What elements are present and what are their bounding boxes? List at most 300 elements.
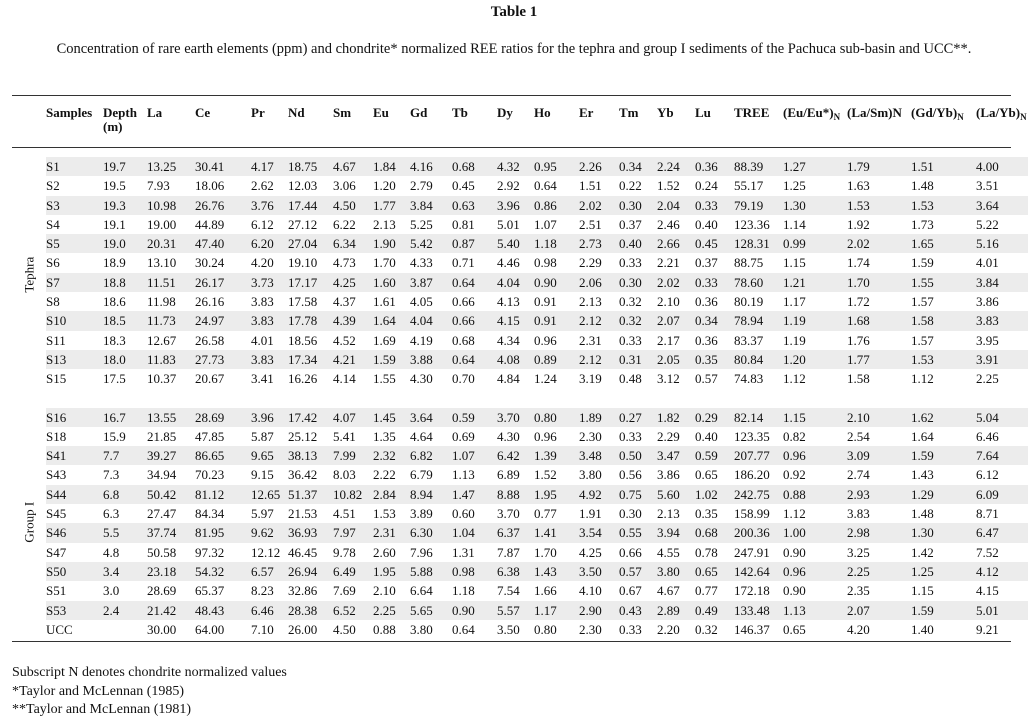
column-header: La xyxy=(147,105,163,120)
value-cell: 123.36 xyxy=(734,216,770,232)
table-row xyxy=(12,581,1028,600)
table-row xyxy=(12,504,1028,523)
value-cell: 1.40 xyxy=(911,621,934,637)
value-cell: 1.70 xyxy=(534,544,557,560)
value-cell: 0.33 xyxy=(619,255,642,271)
value-cell: 17.58 xyxy=(288,294,318,310)
value-cell: 1.57 xyxy=(911,332,934,348)
value-cell: 1.64 xyxy=(373,311,410,330)
sample-id-cell: S7 xyxy=(46,273,103,292)
value-cell: 7.96 xyxy=(410,544,433,560)
value-cell: 1.62 xyxy=(911,408,976,427)
value-cell: 0.29 xyxy=(695,408,734,427)
value-cell: 18.75 xyxy=(288,157,333,176)
value-cell: 0.90 xyxy=(783,583,806,599)
value-cell: 1.20 xyxy=(373,178,396,194)
value-cell: 5.04 xyxy=(976,408,1028,427)
table-caption: Concentration of rare earth elements (ppm) and chondrite* normalized REE ratios for the tephra and group I sediments of the Pachuca sub-basin and UCC**. xyxy=(56,41,972,57)
value-cell: 0.87 xyxy=(452,234,497,253)
sample-id-cell: S46 xyxy=(46,523,103,542)
value-cell: 1.95 xyxy=(534,485,579,504)
value-cell: 1.53 xyxy=(911,196,976,215)
column-header: Dy xyxy=(497,105,513,120)
value-cell: 2.30 xyxy=(579,621,602,637)
value-cell: 0.90 xyxy=(452,601,497,620)
value-cell: 3.80 xyxy=(657,562,695,581)
value-cell: 3.83 xyxy=(251,350,288,369)
value-cell: 1.53 xyxy=(847,196,911,215)
value-cell: 13.55 xyxy=(147,408,195,427)
value-cell: 0.64 xyxy=(452,273,497,292)
value-cell: 4.21 xyxy=(333,350,373,369)
value-cell: 2.04 xyxy=(657,196,695,215)
table-row xyxy=(12,311,1028,330)
value-cell: 0.48 xyxy=(619,371,642,387)
value-cell: 0.34 xyxy=(695,311,734,330)
group-label-cell xyxy=(12,157,46,389)
table-body xyxy=(12,150,1028,639)
value-cell: 4.51 xyxy=(333,506,356,522)
ree-table xyxy=(12,96,1028,639)
value-cell: 2.29 xyxy=(657,428,680,444)
value-cell: 4.14 xyxy=(333,371,356,387)
sample-id-cell: S5 xyxy=(46,234,103,253)
value-cell: 1.15 xyxy=(783,255,806,271)
value-cell: 84.34 xyxy=(195,506,225,522)
value-cell: 13.25 xyxy=(147,157,195,176)
value-cell: 6.12 xyxy=(976,467,999,483)
value-cell: 3.51 xyxy=(976,178,999,194)
value-cell: 3.73 xyxy=(251,273,288,292)
value-cell: 4.10 xyxy=(579,583,602,599)
table-row xyxy=(12,543,1028,562)
sample-id-cell: S4 xyxy=(46,216,60,232)
value-cell: 1.70 xyxy=(373,255,396,271)
value-cell: 6.64 xyxy=(410,583,433,599)
value-cell: 0.37 xyxy=(695,255,718,271)
value-cell: 1.14 xyxy=(783,216,806,232)
value-cell: 3.54 xyxy=(579,523,619,542)
value-cell: 1.48 xyxy=(911,178,934,194)
value-cell: 21.85 xyxy=(147,428,177,444)
value-cell: 18.3 xyxy=(103,332,126,348)
value-cell: 0.33 xyxy=(619,428,642,444)
value-cell: 12.12 xyxy=(251,544,281,560)
value-cell: 6.38 xyxy=(497,562,534,581)
value-cell: 0.60 xyxy=(452,506,475,522)
value-cell: 1.29 xyxy=(911,485,976,504)
value-cell: 6.20 xyxy=(251,234,288,253)
value-cell: 27.73 xyxy=(195,350,251,369)
table-row xyxy=(12,273,1028,292)
value-cell: 17.78 xyxy=(288,311,333,330)
value-cell: 0.57 xyxy=(695,371,718,387)
value-cell: 1.41 xyxy=(534,523,579,542)
value-cell: 28.69 xyxy=(147,583,177,599)
value-cell: 28.69 xyxy=(195,408,251,427)
value-cell: 3.87 xyxy=(410,273,452,292)
sample-id-cell: S41 xyxy=(46,446,103,465)
value-cell: 88.39 xyxy=(734,157,783,176)
sample-id-cell: UCC xyxy=(46,621,73,637)
value-cell: 0.77 xyxy=(534,506,557,522)
value-cell: 5.65 xyxy=(410,601,452,620)
value-cell: 0.88 xyxy=(373,621,396,637)
value-cell: 1.07 xyxy=(534,216,557,232)
group-label: Group I xyxy=(21,502,37,543)
value-cell: 1.89 xyxy=(579,408,619,427)
value-cell: 1.35 xyxy=(373,428,396,444)
value-cell: 1.82 xyxy=(657,408,695,427)
value-cell: 1.39 xyxy=(534,446,579,465)
value-cell: 9.21 xyxy=(976,621,999,637)
value-cell: 1.57 xyxy=(911,294,934,310)
value-cell: 3.83 xyxy=(847,506,870,522)
value-cell: 30.24 xyxy=(195,255,225,271)
value-cell: 1.61 xyxy=(373,294,396,310)
value-cell: 2.12 xyxy=(579,311,619,330)
value-cell: 0.78 xyxy=(695,544,718,560)
value-cell: 0.30 xyxy=(619,273,657,292)
value-cell: 133.48 xyxy=(734,601,783,620)
value-cell: 3.94 xyxy=(657,523,695,542)
table-row xyxy=(12,331,1028,350)
value-cell: 65.37 xyxy=(195,583,225,599)
value-cell: 5.5 xyxy=(103,523,147,542)
value-cell: 21.53 xyxy=(288,506,318,522)
value-cell: 0.92 xyxy=(783,467,806,483)
value-cell: 8.71 xyxy=(976,506,999,522)
value-cell: 0.95 xyxy=(534,157,579,176)
table-row xyxy=(12,427,1028,446)
sample-id-cell: S50 xyxy=(46,562,103,581)
value-cell: 0.57 xyxy=(619,562,657,581)
value-cell: 1.13 xyxy=(783,601,847,620)
value-cell: 2.10 xyxy=(657,294,680,310)
value-cell: 7.69 xyxy=(333,583,356,599)
value-cell: 54.32 xyxy=(195,562,251,581)
value-cell: 0.65 xyxy=(783,621,806,637)
value-cell: 1.17 xyxy=(783,294,806,310)
value-cell: 3.86 xyxy=(976,294,999,310)
value-cell: 2.89 xyxy=(657,601,695,620)
value-cell: 3.09 xyxy=(847,446,911,465)
value-cell: 30.41 xyxy=(195,157,251,176)
value-cell: 0.80 xyxy=(534,621,557,637)
value-cell: 4.67 xyxy=(333,157,373,176)
value-cell: 30.00 xyxy=(147,621,177,637)
value-cell: 0.37 xyxy=(619,216,642,232)
value-cell: 8.94 xyxy=(410,485,452,504)
value-cell: 36.42 xyxy=(288,467,318,483)
value-cell: 6.22 xyxy=(333,216,356,232)
column-header: (La/Sm)N xyxy=(847,105,902,120)
value-cell: 10.37 xyxy=(147,371,177,387)
value-cell: 0.34 xyxy=(619,157,657,176)
value-cell: 1.18 xyxy=(452,583,475,599)
value-cell: 3.64 xyxy=(410,408,452,427)
value-cell: 0.96 xyxy=(783,446,847,465)
value-cell: 0.66 xyxy=(619,544,642,560)
value-cell: 7.99 xyxy=(333,446,373,465)
value-cell: 3.41 xyxy=(251,371,274,387)
value-cell: 4.8 xyxy=(103,544,120,560)
value-cell: 5.01 xyxy=(976,601,1028,620)
value-cell: 3.76 xyxy=(251,196,288,215)
value-cell: 11.73 xyxy=(147,311,195,330)
value-cell: 1.91 xyxy=(579,506,602,522)
sample-id-cell: S11 xyxy=(46,332,66,348)
column-header: Pr xyxy=(251,105,265,120)
value-cell: 8.03 xyxy=(333,467,356,483)
value-cell: 2.06 xyxy=(579,273,619,292)
value-cell: 11.83 xyxy=(147,350,195,369)
value-cell: 2.25 xyxy=(847,562,911,581)
value-cell: 50.58 xyxy=(147,544,177,560)
value-cell: 0.50 xyxy=(619,446,657,465)
column-header: Nd xyxy=(288,105,305,120)
value-cell: 0.81 xyxy=(452,216,475,232)
value-cell: 1.76 xyxy=(847,332,870,348)
value-cell: 2.90 xyxy=(579,601,619,620)
value-cell: 5.57 xyxy=(497,601,534,620)
value-cell: 19.00 xyxy=(147,216,177,232)
column-header: Tb xyxy=(452,105,468,120)
value-cell: 2.4 xyxy=(103,601,147,620)
value-cell: 23.18 xyxy=(147,562,195,581)
value-cell: 0.56 xyxy=(619,467,642,483)
value-cell: 1.64 xyxy=(911,428,934,444)
column-header: Ce xyxy=(195,105,211,120)
value-cell: 1.45 xyxy=(373,408,410,427)
value-cell: 80.84 xyxy=(734,350,783,369)
value-cell: 0.68 xyxy=(452,157,497,176)
column-header: Sm xyxy=(333,105,352,120)
ree-table-container xyxy=(12,96,1027,639)
sample-id-cell: S43 xyxy=(46,467,67,483)
value-cell: 4.32 xyxy=(497,157,534,176)
value-cell: 0.49 xyxy=(695,601,734,620)
value-cell: 64.00 xyxy=(195,621,225,637)
value-cell: 19.10 xyxy=(288,255,318,271)
value-cell: 2.98 xyxy=(847,523,911,542)
value-cell: 97.32 xyxy=(195,544,225,560)
table-row xyxy=(12,485,1028,504)
value-cell: 0.30 xyxy=(619,196,657,215)
value-cell: 0.66 xyxy=(452,294,475,310)
value-cell: 1.07 xyxy=(452,446,497,465)
table-title: Table 1 xyxy=(490,4,538,20)
value-cell: 3.96 xyxy=(251,408,288,427)
value-cell: 1.74 xyxy=(847,255,870,271)
value-cell: 6.34 xyxy=(333,234,373,253)
value-cell: 2.74 xyxy=(847,467,870,483)
value-cell: 24.97 xyxy=(195,311,251,330)
table-row xyxy=(12,446,1028,465)
value-cell: 6.8 xyxy=(103,485,147,504)
sample-id-cell: S51 xyxy=(46,583,67,599)
value-cell: 0.66 xyxy=(452,311,497,330)
value-cell: 5.40 xyxy=(497,234,534,253)
value-cell: 1.73 xyxy=(911,216,934,232)
value-cell: 0.75 xyxy=(619,485,657,504)
value-cell: 0.68 xyxy=(452,332,475,348)
value-cell: 0.64 xyxy=(534,178,557,194)
value-cell: 6.89 xyxy=(497,467,520,483)
value-cell: 7.97 xyxy=(333,523,373,542)
value-cell: 2.84 xyxy=(373,485,410,504)
value-cell: 3.86 xyxy=(657,467,680,483)
table-bottom-rule xyxy=(12,641,1011,642)
value-cell: 26.58 xyxy=(195,332,225,348)
value-cell: 1.12 xyxy=(783,371,806,387)
value-cell: 12.03 xyxy=(288,178,318,194)
column-header: $(Gd/Yb)_N$ xyxy=(911,105,964,122)
table-row xyxy=(12,215,1028,234)
value-cell: 1.20 xyxy=(783,350,847,369)
table-row xyxy=(12,292,1028,311)
value-cell: 1.55 xyxy=(373,371,396,387)
value-cell: 8.88 xyxy=(497,485,534,504)
value-cell: 1.59 xyxy=(911,601,976,620)
value-cell: 0.64 xyxy=(452,350,497,369)
value-cell: 6.46 xyxy=(976,428,999,444)
value-cell: 0.67 xyxy=(619,583,642,599)
sample-id-cell: S45 xyxy=(46,506,67,522)
value-cell: 1.02 xyxy=(695,485,734,504)
value-cell: 1.13 xyxy=(452,467,475,483)
value-cell: 18.56 xyxy=(288,332,318,348)
value-cell: 2.31 xyxy=(373,523,410,542)
value-cell: 0.98 xyxy=(452,562,497,581)
value-cell: 4.39 xyxy=(333,311,373,330)
value-cell: 4.20 xyxy=(251,255,274,271)
value-cell: 4.20 xyxy=(847,621,870,637)
value-cell: 0.35 xyxy=(695,506,718,522)
value-cell: 0.36 xyxy=(695,157,734,176)
value-cell: 3.88 xyxy=(410,350,452,369)
sample-id-cell: S15 xyxy=(46,371,67,387)
value-cell: 27.47 xyxy=(147,506,177,522)
value-cell: 3.80 xyxy=(579,467,602,483)
value-cell: 1.12 xyxy=(783,506,806,522)
value-cell: 20.67 xyxy=(195,371,225,387)
value-cell: 39.27 xyxy=(147,446,195,465)
column-header: TREE xyxy=(734,105,770,120)
value-cell: 1.59 xyxy=(911,446,976,465)
value-cell: 3.84 xyxy=(976,273,1028,292)
value-cell: 3.4 xyxy=(103,562,147,581)
value-cell: 2.66 xyxy=(657,234,695,253)
value-cell: 0.98 xyxy=(534,255,557,271)
value-cell: 0.40 xyxy=(695,216,718,232)
value-cell: 4.12 xyxy=(976,562,1028,581)
column-header: Tm xyxy=(619,105,639,120)
value-cell: 1.43 xyxy=(534,562,579,581)
column-header: Gd xyxy=(410,105,428,120)
value-cell: 8.23 xyxy=(251,583,274,599)
value-cell: 6.42 xyxy=(497,446,534,465)
value-cell: 2.02 xyxy=(847,234,911,253)
value-cell: 4.67 xyxy=(657,583,680,599)
value-cell: 18.9 xyxy=(103,255,126,271)
value-cell: 5.42 xyxy=(410,234,452,253)
value-cell: 0.30 xyxy=(619,506,642,522)
value-cell: 3.06 xyxy=(333,178,356,194)
value-cell: 18.06 xyxy=(195,178,225,194)
value-cell: 1.53 xyxy=(373,506,396,522)
table-row xyxy=(12,350,1028,369)
sample-id-cell: S10 xyxy=(46,311,103,330)
value-cell: 21.42 xyxy=(147,601,195,620)
value-cell: 4.15 xyxy=(497,311,534,330)
value-cell: 3.83 xyxy=(976,311,1028,330)
value-cell: 1.31 xyxy=(452,544,475,560)
value-cell: 0.63 xyxy=(452,196,497,215)
value-cell: 3.70 xyxy=(497,408,534,427)
value-cell: 2.24 xyxy=(657,157,695,176)
value-cell: 2.92 xyxy=(497,178,520,194)
value-cell: 7.10 xyxy=(251,621,274,637)
value-cell: 1.95 xyxy=(373,562,410,581)
value-cell: 0.65 xyxy=(695,467,718,483)
value-cell: 1.72 xyxy=(847,294,870,310)
value-cell: 1.15 xyxy=(911,583,934,599)
value-cell: 36.93 xyxy=(288,523,333,542)
value-cell: 16.26 xyxy=(288,371,318,387)
value-cell: 0.68 xyxy=(695,523,734,542)
value-cell: 12.67 xyxy=(147,332,177,348)
value-cell: 19.5 xyxy=(103,178,126,194)
value-cell: 1.52 xyxy=(657,178,680,194)
value-cell: 1.58 xyxy=(911,311,976,330)
value-cell: 32.86 xyxy=(288,583,318,599)
value-cell: 26.76 xyxy=(195,196,251,215)
value-cell: 0.90 xyxy=(783,544,806,560)
value-cell: 0.77 xyxy=(695,583,718,599)
value-cell: 186.20 xyxy=(734,467,770,483)
value-cell: 70.23 xyxy=(195,467,225,483)
group-label-cell xyxy=(12,408,46,640)
value-cell: 2.13 xyxy=(579,294,602,310)
value-cell: 4.46 xyxy=(497,255,520,271)
value-cell xyxy=(103,620,147,639)
value-cell: 142.64 xyxy=(734,562,783,581)
value-cell: 1.27 xyxy=(783,157,847,176)
value-cell: 1.43 xyxy=(911,467,934,483)
value-cell: 17.5 xyxy=(103,371,126,387)
value-cell: 7.93 xyxy=(147,178,170,194)
value-cell: 0.88 xyxy=(783,485,847,504)
value-cell: 3.0 xyxy=(103,583,120,599)
value-cell: 10.82 xyxy=(333,485,373,504)
value-cell: 4.01 xyxy=(976,255,999,271)
value-cell: 4.50 xyxy=(333,196,373,215)
value-cell: 3.70 xyxy=(497,506,520,522)
value-cell: 6.49 xyxy=(333,562,373,581)
value-cell: 81.95 xyxy=(195,523,251,542)
value-cell: 2.13 xyxy=(657,506,680,522)
value-cell: 2.46 xyxy=(657,216,680,232)
value-cell: 6.30 xyxy=(410,523,452,542)
value-cell: 2.73 xyxy=(579,234,619,253)
value-cell: 47.85 xyxy=(195,428,225,444)
value-cell: 26.16 xyxy=(195,294,225,310)
value-cell: 5.16 xyxy=(976,234,1028,253)
value-cell: 4.01 xyxy=(251,332,274,348)
value-cell: 5.01 xyxy=(497,216,520,232)
value-cell: 5.60 xyxy=(657,485,695,504)
